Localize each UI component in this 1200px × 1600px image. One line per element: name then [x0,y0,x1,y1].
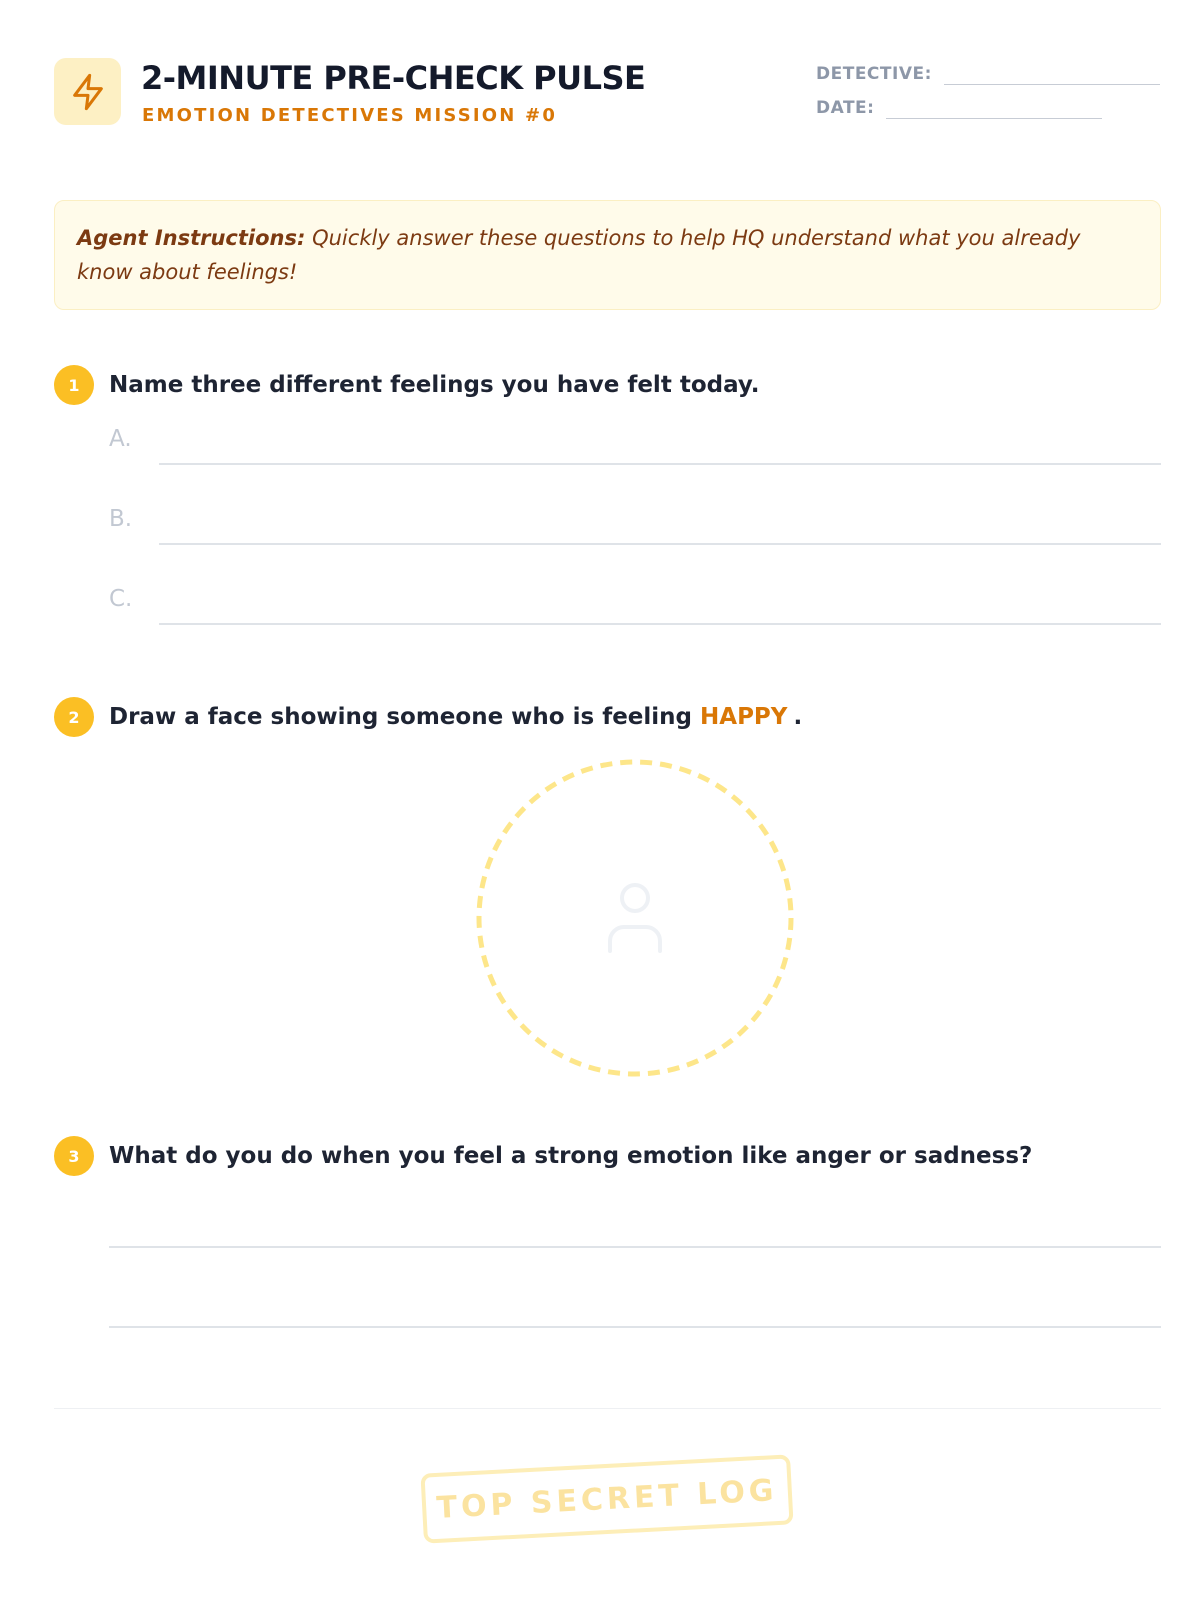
instructions-text: Quickly answer these questions to help HQ understand what you already know about feelings! [77,226,1081,284]
answer-line-a[interactable] [159,463,1161,465]
answer-line-b[interactable] [159,543,1161,545]
question-number-3: 3 [54,1136,94,1176]
question-text-1: Name three different feelings you have felt today. [109,372,760,398]
answer-letter-c: C. [109,586,133,612]
answer-row-b[interactable] [109,503,1161,543]
stamp-text: TOP SECRET LOG [435,1472,779,1526]
answer-line-q3-2[interactable] [109,1326,1161,1328]
answer-line-c[interactable] [159,623,1161,625]
answer-letter-a: A. [109,426,132,452]
worksheet-header [54,58,1161,158]
footer-divider [54,1408,1161,1409]
face-drawing-circle[interactable] [474,757,796,1079]
date-label: DATE: [816,98,875,118]
answer-row-a[interactable] [109,423,1161,463]
instructions-box [54,200,1161,310]
logo-badge [54,58,121,125]
user-icon [610,885,660,951]
question-number-2: 2 [54,697,94,737]
detective-label: DETECTIVE: [816,64,932,84]
detective-field[interactable] [816,63,1160,85]
instructions-lead: Agent Instructions: [77,226,306,250]
question-text-2-after: . [793,704,803,730]
question-number-1: 1 [54,365,94,405]
worksheet-page [54,0,1161,1600]
answer-row-c[interactable] [109,583,1161,623]
face-drawing-area[interactable] [474,757,796,1079]
detective-input-line[interactable] [944,67,1160,85]
top-secret-stamp [420,1454,793,1543]
lightning-bolt-icon [68,72,108,112]
date-field[interactable] [816,97,1102,119]
date-input-line[interactable] [886,101,1102,119]
question-text-2-before: Draw a face showing someone who is feeling [109,704,693,730]
instructions-paragraph [77,221,1138,289]
page-title: 2-MINUTE PRE-CHECK PULSE [141,59,646,97]
page-subtitle: EMOTION DETECTIVES MISSION #0 [142,105,558,126]
question-text-2 [109,701,802,733]
emotion-keyword: HAPPY [700,704,788,730]
question-text-3: What do you do when you feel a strong emotion like anger or sadness? [109,1143,1033,1169]
answer-letter-b: B. [109,506,133,532]
answer-line-q3-1[interactable] [109,1246,1161,1248]
